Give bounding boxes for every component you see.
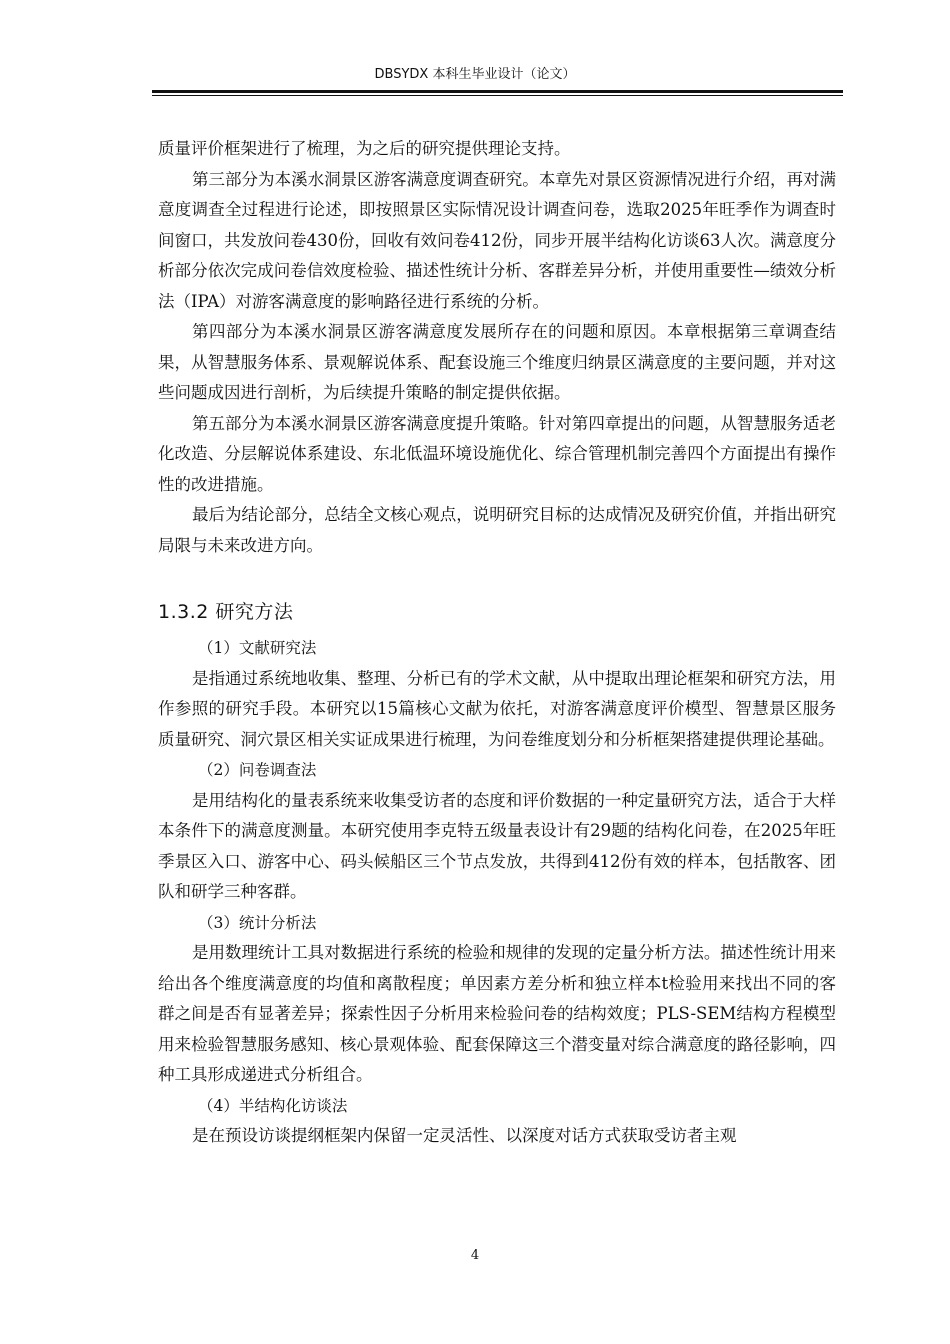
page-number: 4 [470,1248,480,1263]
paragraph-continued: 质量评价框架进行了梳理，为之后的研究提供理论支持。 [158,139,571,158]
header-rule-thin [152,95,843,96]
body-text [158,134,836,1152]
method-label-statistics: （3）统计分析法 [198,913,317,932]
paragraph-part-three: 第三部分为本溪水洞景区游客满意度调查研究。本章先对景区资源情况进行介绍，再对满意度调查全过程进行论述，即按照景区实际情况设计调查问卷，选取2025年旺季作为调查时间窗口，共发放问卷430份，回收有效问卷412份，同步开展半结构化访谈63人次。满意度分析部分依次完成问卷信效度检验、描述性统计分析、客群差异分析，并使用重要性—绩效分析法（IPA）对游客满意度的影响路径进行系统的分析。 [158,169,836,311]
paragraph-conclusion: 最后为结论部分，总结全文核心观点，说明研究目标的达成情况及研究价值，并指出研究局限与未来改进方向。 [158,505,836,555]
method-text-interview: 是在预设访谈提纲框架内保留一定灵活性、以深度对话方式获取受访者主观 [192,1126,737,1145]
running-header: DBSYDX 本科生毕业设计（论文） [374,67,576,82]
section-heading: 1.3.2 研究方法 [158,601,294,623]
method-text-statistics: 是用数理统计工具对数据进行系统的检验和规律的发现的定量分析方法。描述性统计用来给出各个维度满意度的均值和离散程度；单因素方差分析和独立样本t检验用来找出不同的客群之间是否有显著差异；探索性因子分析用来检验问卷的结构效度；PLS-SEM结构方程模型用来检验智慧服务感知、核心景观体验、配套保障这三个潜变量对综合满意度的路径影响，四种工具形成递进式分析组合。 [158,943,836,1084]
method-text-questionnaire: 是用结构化的量表系统来收集受访者的态度和评价数据的一种定量研究方法，适合于大样本条件下的满意度测量。本研究使用李克特五级量表设计有29题的结构化问卷，在2025年旺季景区入口、游客中心、码头候船区三个节点发放，共得到412份有效的样本，包括散客、团队和研学三种客群。 [158,790,836,901]
paragraph-part-five: 第五部分为本溪水洞景区游客满意度提升策略。针对第四章提出的问题，从智慧服务适老化改造、分层解说体系建设、东北低温环境设施优化、综合管理机制完善四个方面提出有操作性的改进措施。 [158,413,836,494]
method-label-literature: （1）文献研究法 [198,639,317,657]
method-label-interview: （4）半结构化访谈法 [198,1096,348,1115]
method-text-literature: 是指通过系统地收集、整理、分析已有的学术文献，从中提取出理论框架和研究方法，用作参照的研究手段。本研究以15篇核心文献为依托，对游客满意度评价模型、智慧景区服务质量研究、洞穴景区相关实证成果进行梳理，为问卷维度划分和分析框架搭建提供理论基础。 [158,668,836,749]
header-rule-thick [152,90,843,93]
method-label-questionnaire: （2）问卷调查法 [198,761,317,779]
paragraph-part-four: 第四部分为本溪水洞景区游客满意度发展所存在的问题和原因。本章根据第三章调查结果，从智慧服务体系、景观解说体系、配套设施三个维度归纳景区满意度的主要问题，并对这些问题成因进行剖析，为后续提升策略的制定提供依据。 [158,322,836,402]
